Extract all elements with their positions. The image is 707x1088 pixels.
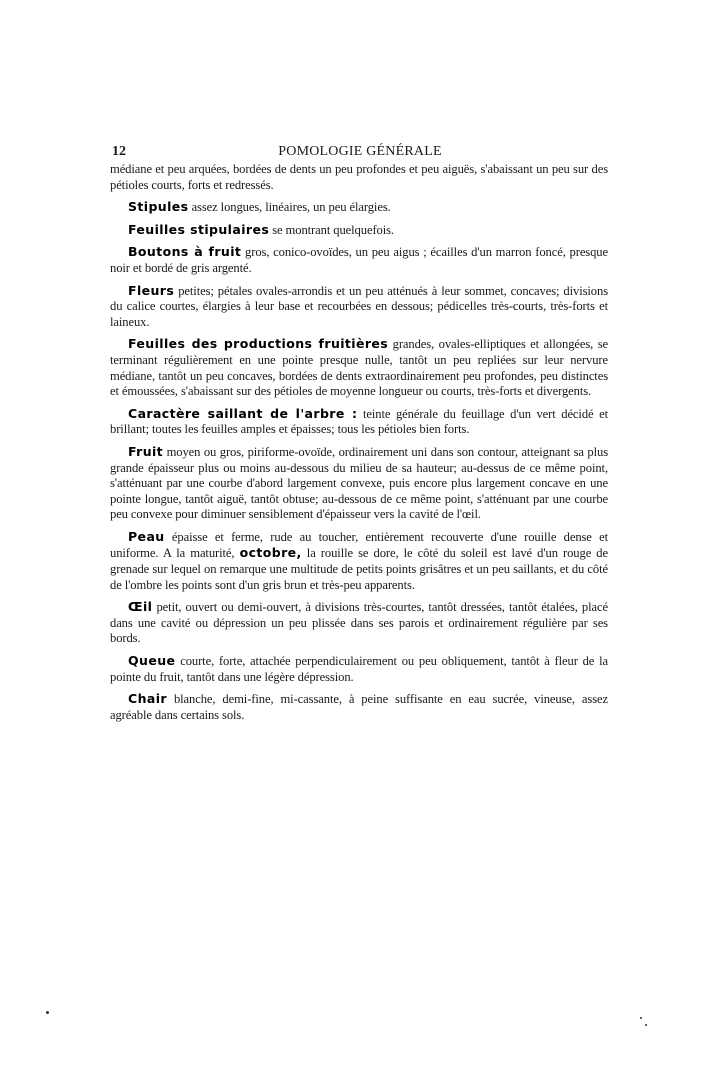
term: Feuilles des productions fruitières xyxy=(128,336,389,352)
paragraph-boutons xyxy=(110,244,608,276)
scan-speck xyxy=(645,1024,647,1026)
paragraph-fleurs xyxy=(110,283,608,331)
term: Peau xyxy=(128,528,165,544)
description: teinte générale du feuillage d'un vert décidé et brillant; toutes les feuilles amples et épaisses; tous les pétioles bien forts. xyxy=(110,406,608,437)
term: Caractère saillant de l'arbre : xyxy=(128,405,358,421)
continuation-paragraph: médiane et peu arquées, bordées de dents un peu profondes et peu aiguës, s'abaissant un peu sur des pétioles courts, forts et redressés. xyxy=(110,162,608,192)
term-octobre: octobre, xyxy=(239,545,302,561)
description: blanche, demi-fine, mi-cassante, à peine suffisante en eau sucrée, vineuse, assez agréable dans certains sols. xyxy=(110,692,608,722)
description: épaisse et ferme, rude au toucher, entièrement recouverte d'une rouille dense et uniforme. A la maturité, xyxy=(110,529,608,561)
paragraph-peau xyxy=(110,529,608,593)
term: Stipules xyxy=(128,199,189,215)
scan-speck xyxy=(640,1017,642,1019)
page-body xyxy=(110,162,608,729)
paragraph-oeil xyxy=(110,599,608,647)
paragraph-chair xyxy=(110,691,608,723)
term: Feuilles stipulaires xyxy=(128,221,270,237)
term: Fleurs xyxy=(128,282,175,298)
term: Chair xyxy=(128,691,167,707)
description: assez longues, linéaires, un peu élargies. xyxy=(188,200,391,215)
description: gros, conico-ovoïdes, un peu aigus ; écailles d'un marron foncé, presque noir et bordé de gris argenté. xyxy=(110,245,608,275)
running-title: POMOLOGIE GÉNÉRALE xyxy=(278,144,442,159)
description: courte, forte, attachée perpendiculairement ou peu obliquement, tantôt à fleur de la pointe du fruit, tantôt dans une légère dépression. xyxy=(110,654,608,684)
term: Queue xyxy=(128,653,176,669)
paragraph-feuilles-productions xyxy=(110,336,608,399)
page-header xyxy=(112,144,608,162)
description: se montrant quelquefois. xyxy=(269,222,394,237)
description-cont: la rouille se dore, le côté du soleil est lavé d'un rouge de grenade sur lequel on remarque une multitude de petits points grisâtres et un peu saillants, et du côté de l'ombre les points sont d'un gris brun et très-peu apparents. xyxy=(110,546,608,592)
paragraph-queue xyxy=(110,653,608,685)
paragraph-feuilles-stipulaires xyxy=(110,222,608,239)
description: petit, ouvert ou demi-ouvert, à divisions très-courtes, tantôt dressées, tantôt étalées, placé dans une cavité ou dépression un peu plissée dans ses parois et ordinairement régulière par ses bords. xyxy=(110,600,608,646)
page-number: 12 xyxy=(112,144,126,159)
term: Œil xyxy=(128,599,153,615)
description: moyen ou gros, piriforme-ovoïde, ordinairement uni dans son contour, atteignant sa plus grande épaisseur plus ou moins au-dessous du milieu de sa hauteur; au-dessus de ce même point, s'atténuant par une courbe d'abord largement convexe, puis encore plus largement concave en une pointe longue, tantôt aiguë, tantôt obtuse; au-dessous de ce même point, s'atténuant par une courbe peu convexe pour diminuer sensiblement d'épaisseur vers la cavité de l'œil. xyxy=(110,444,608,522)
term: Fruit xyxy=(128,443,164,459)
paragraph-stipules xyxy=(110,199,608,216)
paragraph-caractere xyxy=(110,406,608,438)
description: petites; pétales ovales-arrondis et un peu atténués à leur sommet, concaves; divisions du calice courtes, élargies à leur base et recourbées en dessous; pédicelles très-courts, très-forts et laineux. xyxy=(110,283,608,329)
paragraph-fruit xyxy=(110,444,608,523)
scan-speck xyxy=(46,1011,49,1014)
description: grandes, ovales-elliptiques et allongées, se terminant régulièrement en une pointe presque nulle, tantôt un peu repliées sur leur nervure médiane, tantôt un peu concaves, bordées de dents extraordinairement peu profondes, peu distinctes et émoussées, s'abaissant sur des pétioles de moyenne longueur ou courts, très-forts et divergents. xyxy=(110,337,608,399)
term: Boutons à fruit xyxy=(128,244,242,260)
